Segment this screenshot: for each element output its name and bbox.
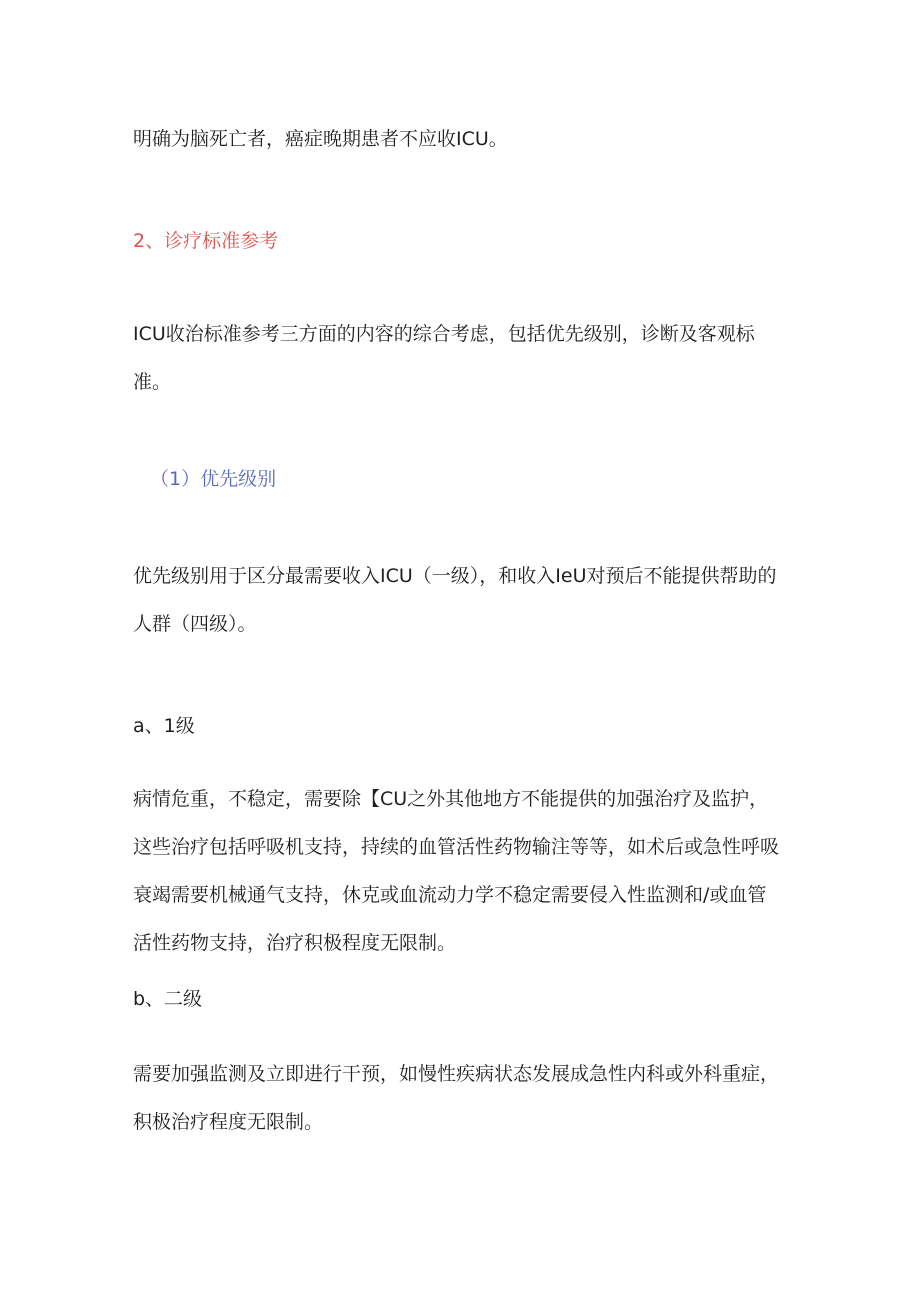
subheading-priority: （1）优先级别	[150, 468, 277, 490]
item-heading-level-2: b、二级	[133, 988, 203, 1010]
paragraph-icu-criteria: ICU收治标准参考三方面的内容的综合考虑，包括优先级别，诊断及客观标准。	[133, 323, 755, 393]
paragraph-level-1: 病情危重，不稳定，需要除【CU之外其他地方不能提供的加强治疗及监护，这些治疗包括呼吸机支持，持续的血管活性药物输注等等，如术后或急性呼吸衰竭需要机械通气支持，休克或血流动力学不稳定需要侵入性监测和/或血管活性药物支持，治疗积极程度无限制。	[133, 788, 780, 954]
paragraph-brain-death: 明确为脑死亡者，癌症晚期患者不应收ICU。	[133, 128, 508, 150]
paragraph-priority-levels: 优先级别用于区分最需要收入ICU（一级），和收入IeU对预后不能提供帮助的人群（四级）。	[133, 565, 777, 635]
paragraph-level-2: 需要加强监测及立即进行干预，如慢性疾病状态发展成急性内科或外科重症，积极治疗程度无限制。	[133, 1063, 780, 1133]
section-heading-reference: 2、诊疗标准参考	[133, 230, 279, 252]
item-heading-level-1: a、1级	[133, 715, 195, 737]
